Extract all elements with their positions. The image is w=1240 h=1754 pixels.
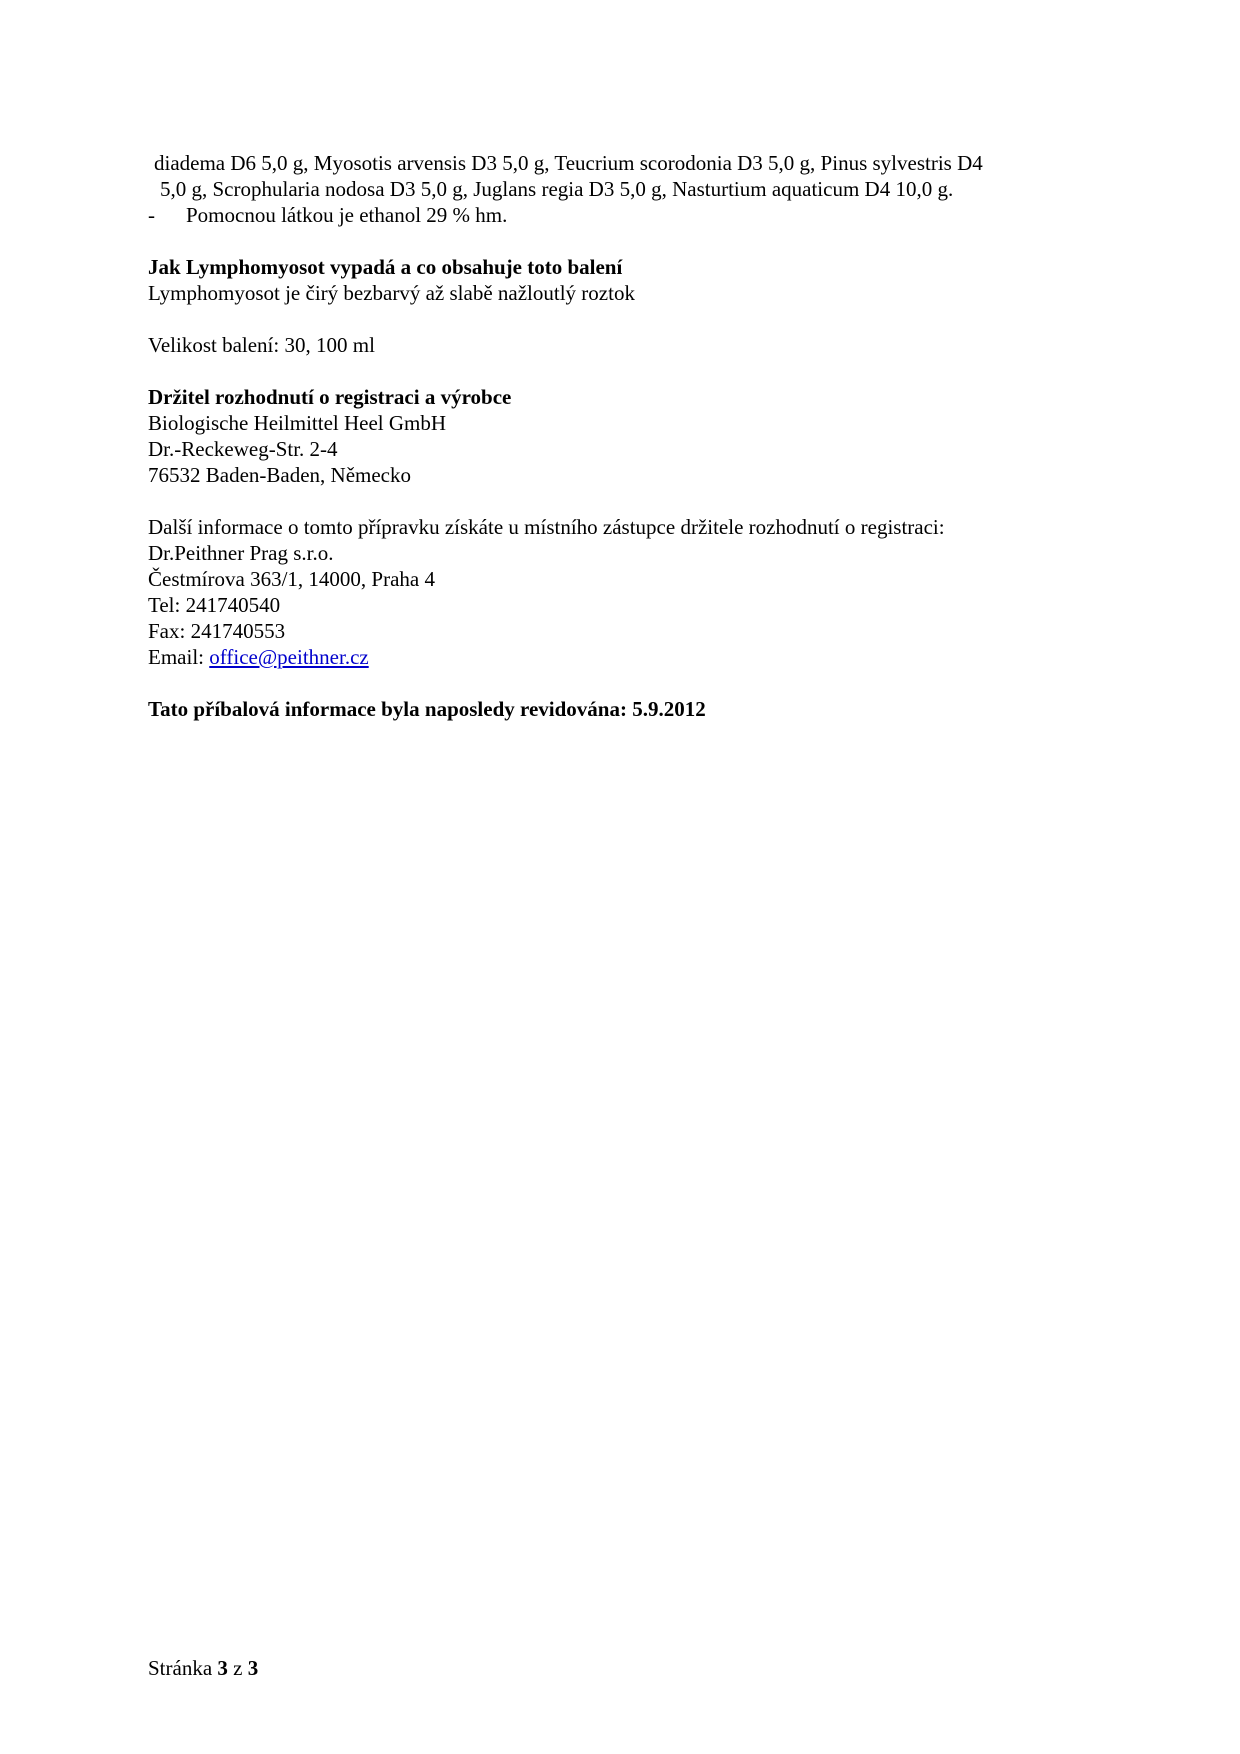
local-rep-intro: Další informace o tomto přípravku získáte u místního zástupce držitele rozhodnutí o registraci: <box>148 515 945 539</box>
excipient-item <box>148 202 1108 228</box>
email-link[interactable]: office@peithner.cz <box>209 645 369 669</box>
footer-current-page: 3 <box>217 1656 228 1680</box>
holder-name: Biologische Heilmittel Heel GmbH <box>148 411 447 435</box>
list-dash: - <box>148 203 155 227</box>
page-number-footer <box>148 1655 258 1681</box>
spacer <box>148 306 1108 332</box>
spacer <box>148 670 1108 696</box>
composition-line-2: 5,0 g, Scrophularia nodosa D3 5,0 g, Juglans regia D3 5,0 g, Nasturtium aquaticum D4 10,0 g. <box>160 177 954 201</box>
local-rep-address: Čestmírova 363/1, 14000, Praha 4 <box>148 567 435 591</box>
footer-total-pages: 3 <box>247 1656 259 1680</box>
spacer <box>148 358 1108 384</box>
pack-size: Velikost balení: 30, 100 ml <box>148 333 375 357</box>
holder-heading: Držitel rozhodnutí o registraci a výrobce <box>148 385 512 409</box>
footer-middle: z <box>227 1656 248 1680</box>
email-label: Email: <box>148 645 210 669</box>
page-content <box>148 150 1108 722</box>
local-rep-name: Dr.Peithner Prag s.r.o. <box>148 541 334 565</box>
spacer <box>148 488 1108 514</box>
excipient-text: Pomocnou látkou je ethanol 29 % hm. <box>186 203 508 227</box>
local-rep-fax: Fax: 241740553 <box>148 619 286 643</box>
composition-line-1: diadema D6 5,0 g, Myosotis arvensis D3 5,0 g, Teucrium scorodonia D3 5,0 g, Pinus sylvestris D4 <box>154 151 983 175</box>
holder-street: Dr.-Reckeweg-Str. 2-4 <box>148 437 338 461</box>
revision-date: Tato příbalová informace byla naposledy revidována: 5.9.2012 <box>148 697 706 721</box>
holder-city: 76532 Baden-Baden, Německo <box>148 463 412 487</box>
local-rep-tel: Tel: 241740540 <box>148 593 281 617</box>
footer-prefix: Stránka <box>148 1656 218 1680</box>
appearance-heading: Jak Lymphomyosot vypadá a co obsahuje toto balení <box>148 255 623 279</box>
local-rep-email-line <box>148 644 1108 670</box>
appearance-description: Lymphomyosot je čirý bezbarvý až slabě nažloutlý roztok <box>148 281 635 305</box>
spacer <box>148 228 1108 254</box>
